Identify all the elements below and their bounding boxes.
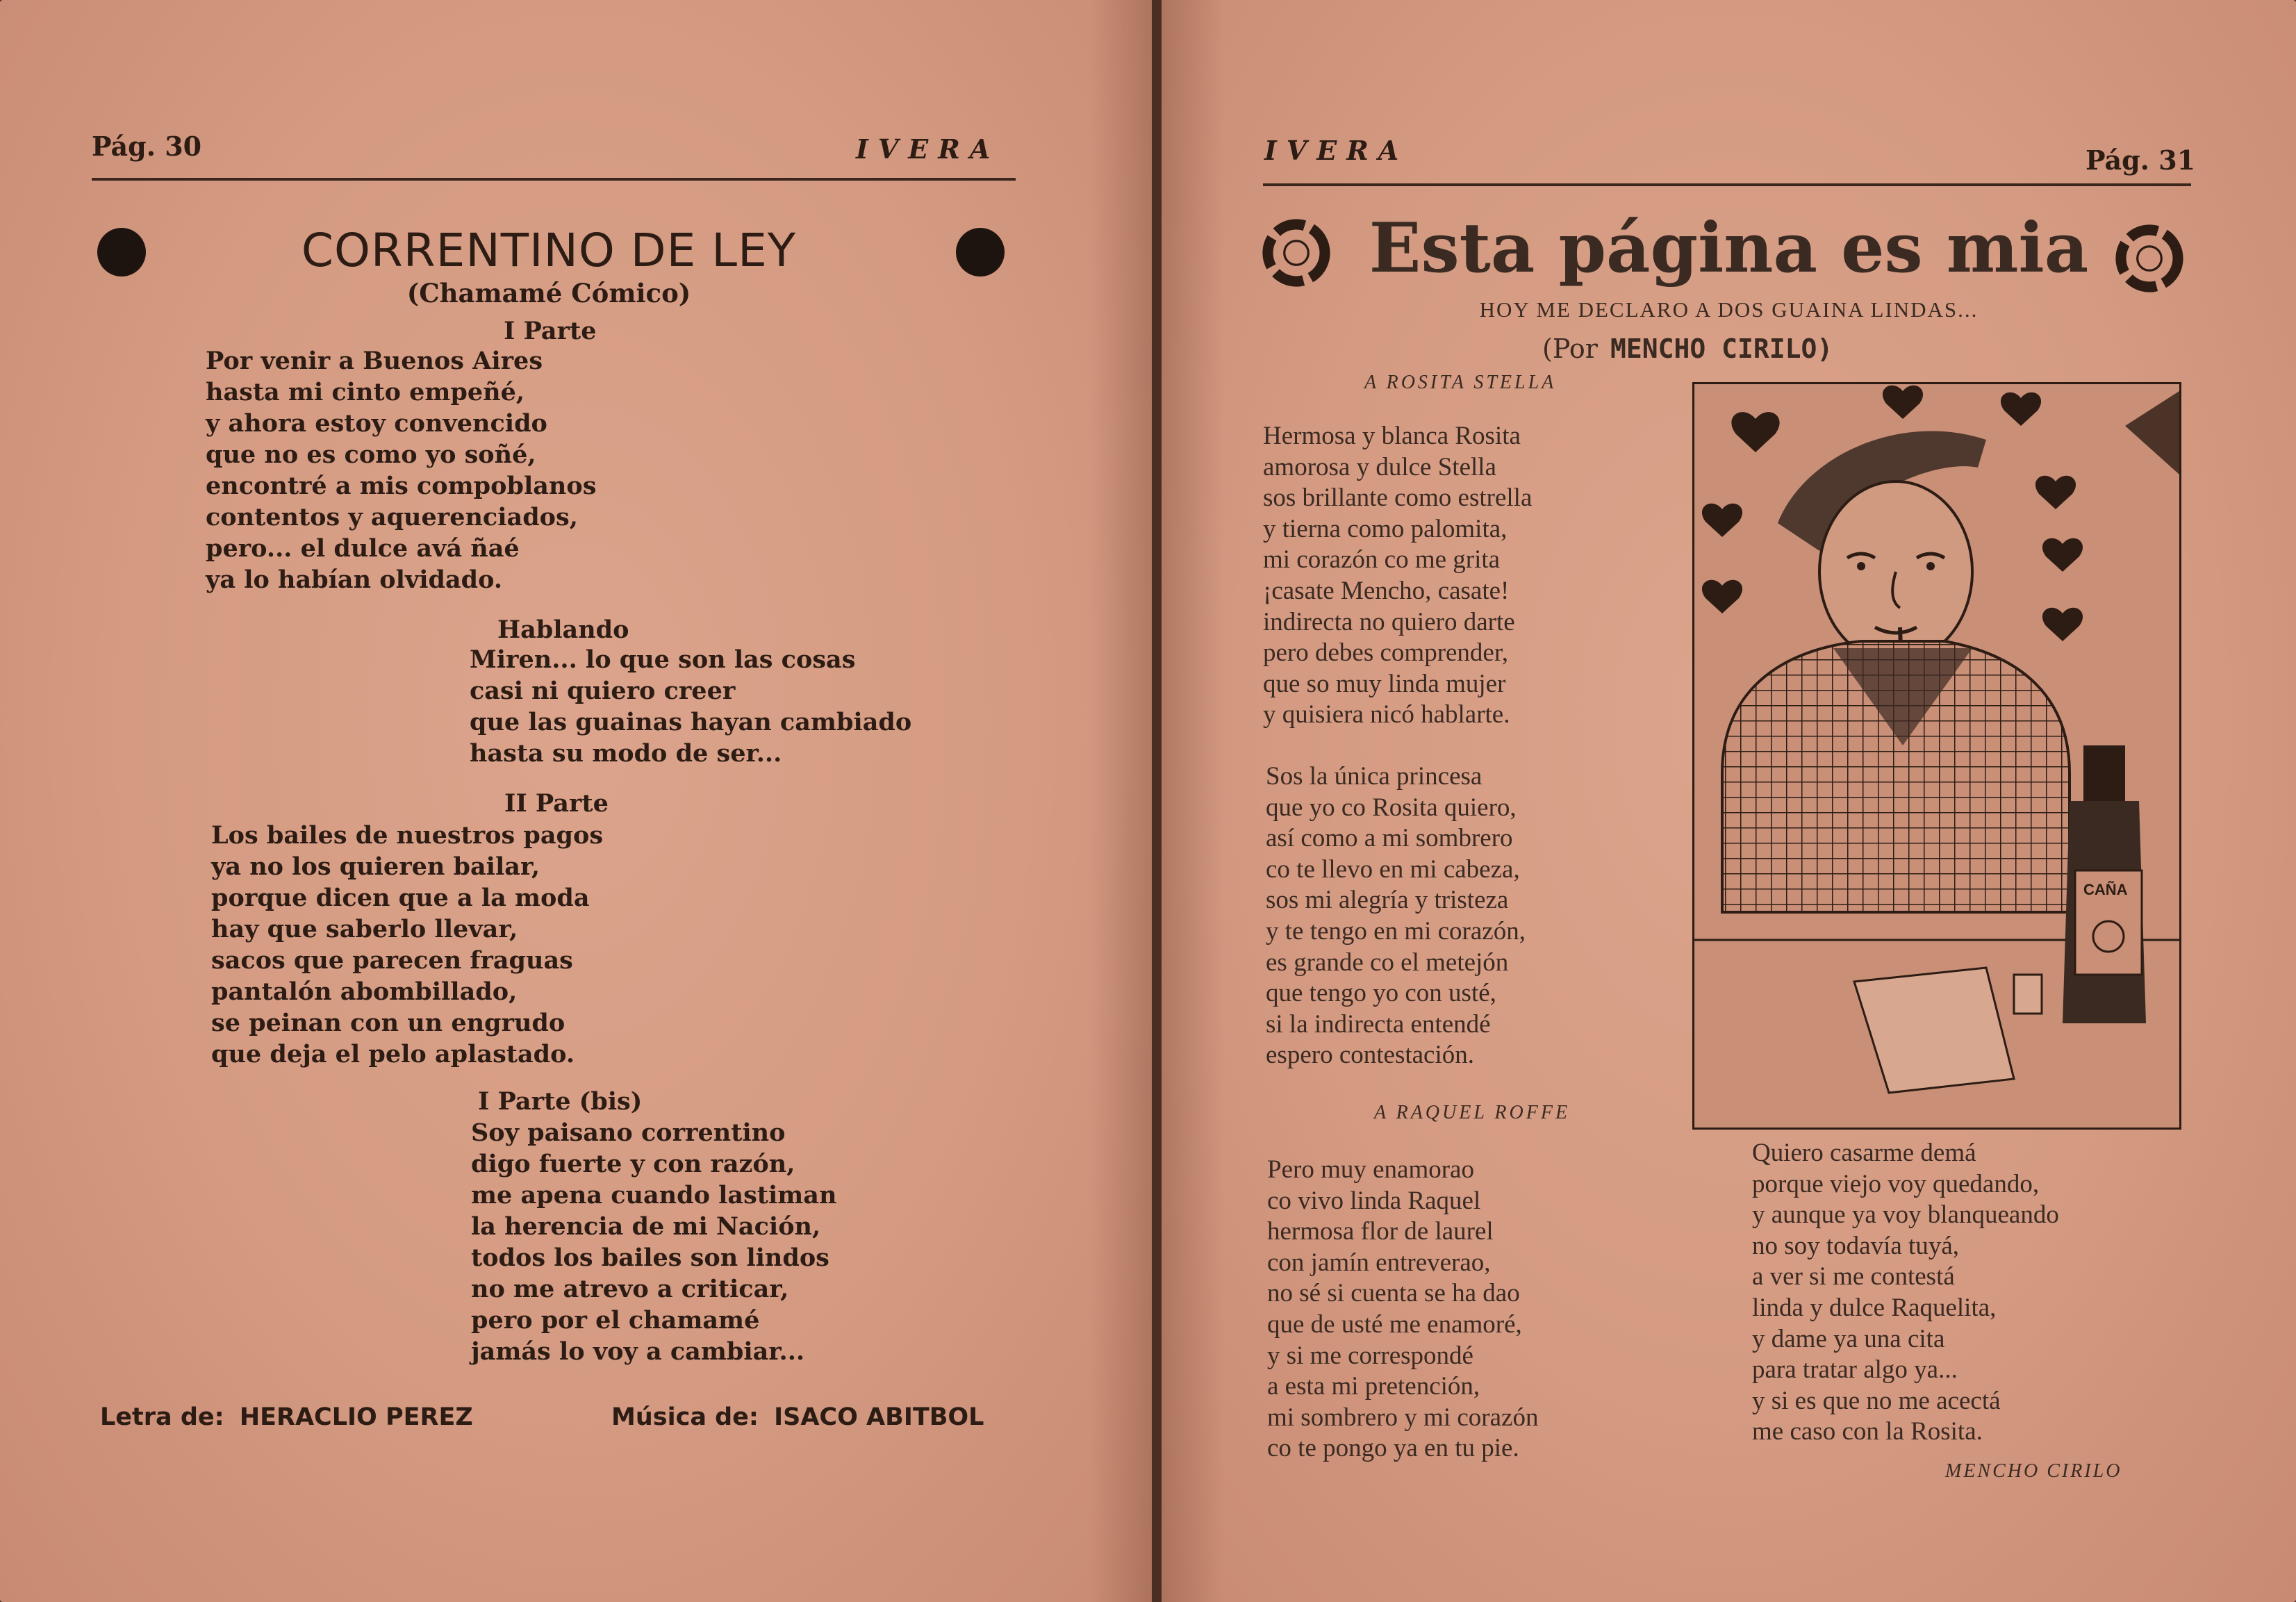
verse-line: es grande co el metejón: [1266, 948, 1509, 977]
verse-line: no sé si cuenta se ha dao: [1267, 1279, 1520, 1308]
verse-line: porque dicen que a la moda: [211, 884, 590, 912]
byline-prefix: (Por: [1542, 333, 1598, 364]
verse-line: pantalón abombillado,: [211, 977, 518, 1006]
verse-line: co vivo linda Raquel: [1267, 1186, 1481, 1215]
verse-line: hermosa flor de laurel: [1267, 1217, 1494, 1246]
section-heading: I Parte: [504, 317, 597, 345]
verse-line: pero debes comprender,: [1263, 638, 1508, 668]
music-author: ISACO ABITBOL: [774, 1403, 984, 1431]
right-page: [1162, 0, 2296, 1602]
verse-line: porque viejo voy quedando,: [1752, 1169, 2040, 1198]
verse-line: que yo co Rosita quiero,: [1266, 793, 1517, 822]
verse-line: y ahora estoy convencido: [206, 409, 547, 438]
verse-line: que no es como yo soñé,: [206, 440, 536, 469]
verse-line: Quiero casarme demá: [1752, 1139, 1976, 1167]
verse-line: sos brillante como estrella: [1263, 484, 1533, 513]
verse-block: [206, 345, 596, 595]
byline: [1542, 333, 1833, 364]
page-number: Pág. 31: [2086, 144, 2196, 176]
dedication-rosita: A ROSITA STELLA: [1364, 372, 1557, 393]
verse-line: Hermosa y blanca Rosita: [1263, 422, 1521, 450]
kicker: HOY ME DECLARO A DOS GUAINA LINDAS...: [1479, 297, 1979, 322]
verse-block: [211, 820, 603, 1070]
verse-line: Por venir a Buenos Aires: [206, 347, 543, 375]
verse-line: hay que saberlo llevar,: [211, 915, 518, 943]
verse-line: no me atrevo a criticar,: [471, 1275, 789, 1303]
verse-line: Sos la única princesa: [1266, 762, 1483, 791]
verse-line: y tierna como palomita,: [1263, 514, 1508, 543]
verse-line: con jamín entreverao,: [1267, 1248, 1491, 1277]
verse-line: sacos que parecen fraguas: [211, 946, 573, 975]
section-heading: Hablando: [497, 616, 629, 644]
verse-line: contentos y aquerenciados,: [206, 503, 578, 531]
verse-line: todos los bailes son lindos: [471, 1244, 829, 1272]
song-title: CORRENTINO DE LEY: [301, 224, 797, 277]
verse-line: Los bailes de nuestros pagos: [211, 821, 604, 850]
bottle-label: CAÑA: [2083, 881, 2128, 898]
verse-line: y te tengo en mi corazón,: [1266, 916, 1526, 945]
poem-stanza: [1263, 421, 1532, 731]
verse-line: encontré a mis compoblanos: [206, 472, 597, 500]
verse-line: jamás lo voy a cambiar...: [471, 1337, 805, 1366]
verse-line: amorosa y dulce Stella: [1263, 452, 1496, 481]
verse-line: que de usté me enamoré,: [1267, 1310, 1522, 1339]
poem-stanza: [1752, 1138, 2059, 1448]
verse-line: que tengo yo con usté,: [1266, 979, 1496, 1008]
verse-line: mi corazón co me grita: [1263, 545, 1501, 575]
verse-line: y si me correspondé: [1267, 1341, 1473, 1370]
verse-line: pero... el dulce avá ñaé: [206, 534, 520, 563]
illustration: [1692, 382, 2181, 1130]
verse-line: pero por el chamamé: [471, 1306, 760, 1335]
poem-stanza: [1266, 761, 1526, 1071]
song-subtitle: (Chamamé Cómico): [406, 278, 691, 308]
magazine-name: IVERA: [1264, 135, 1409, 166]
lyrics-author: HERACLIO PEREZ: [239, 1403, 473, 1431]
verse-line: hasta mi cinto empeñé,: [206, 378, 525, 406]
verse-line: mi sombrero y mi corazón: [1267, 1403, 1539, 1432]
magazine-name: IVERA: [856, 133, 1000, 165]
header-rule: [92, 178, 1016, 181]
page-title: Esta página es mia: [1369, 208, 2089, 288]
verse-line: ya lo habían olvidado.: [206, 565, 503, 594]
verse-line: sos mi alegría y tristeza: [1266, 886, 1509, 915]
verse-line: si la indirecta entendé: [1266, 1009, 1491, 1039]
verse-line: espero contestación.: [1266, 1041, 1474, 1070]
verse-line: y aunque ya voy blanqueando: [1752, 1200, 2059, 1230]
verse-line: me apena cuando lastiman: [471, 1181, 837, 1209]
verse-line: y dame ya una cita: [1752, 1324, 1945, 1353]
verse-line: que deja el pelo aplastado.: [211, 1040, 575, 1068]
dedication-raquel: A RAQUEL ROFFE: [1374, 1102, 1571, 1123]
header-rule: [1263, 183, 2191, 186]
verse-line: que so muy linda mujer: [1263, 669, 1506, 698]
section-heading: II Parte: [504, 789, 609, 818]
byline-name: MENCHO CIRILO): [1610, 333, 1833, 364]
spine-shadow: [1089, 0, 1152, 1602]
verse-line: para tratar algo ya...: [1752, 1355, 1958, 1385]
section-heading: I Parte (bis): [478, 1087, 643, 1116]
verse-line: digo fuerte y con razón,: [471, 1150, 795, 1178]
verse-line: a esta mi pretención,: [1267, 1372, 1480, 1401]
verse-line: Pero muy enamorao: [1267, 1155, 1474, 1184]
verse-line: linda y dulce Raquelita,: [1752, 1293, 1997, 1322]
lyrics-label: Letra de:: [100, 1403, 224, 1431]
verse-line: así como a mi sombrero: [1266, 824, 1513, 853]
verse-line: la herencia de mi Nación,: [471, 1212, 821, 1241]
verse-line: no soy todavía tuyá,: [1752, 1231, 1960, 1260]
verse-line: a ver si me contestá: [1752, 1262, 1955, 1291]
verse-line: ya no los quieren bailar,: [211, 852, 540, 881]
verse-block: [470, 644, 911, 769]
verse-line: me caso con la Rosita.: [1752, 1417, 1983, 1446]
verse-line: y quisiera nicó hablarte.: [1263, 700, 1510, 729]
verse-line: y si es que no me acectá: [1752, 1386, 2001, 1415]
verse-line: hasta su modo de ser...: [470, 739, 782, 768]
verse-line: que las guainas hayan cambiado: [470, 708, 912, 736]
verse-line: co te llevo en mi cabeza,: [1266, 854, 1520, 884]
poem-stanza: [1267, 1155, 1538, 1464]
verse-block: [471, 1117, 836, 1367]
verse-line: Miren... lo que son las cosas: [470, 645, 856, 674]
lyrics-credit: [100, 1403, 473, 1431]
verse-line: se peinan con un engrudo: [211, 1009, 565, 1037]
page-number: Pág. 30: [92, 131, 202, 162]
music-label: Música de:: [611, 1403, 759, 1431]
verse-line: ¡casate Mencho, casate!: [1263, 576, 1510, 605]
verse-line: indirecta no quiero darte: [1263, 607, 1515, 636]
music-credit: [611, 1403, 984, 1431]
verse-line: Soy paisano correntino: [471, 1118, 786, 1147]
signature: MENCHO CIRILO: [1945, 1460, 2122, 1482]
verse-line: co te pongo ya en tu pie.: [1267, 1434, 1519, 1463]
verse-line: casi ni quiero creer: [470, 677, 736, 705]
man-with-hat-illustration: [1694, 384, 2179, 1128]
